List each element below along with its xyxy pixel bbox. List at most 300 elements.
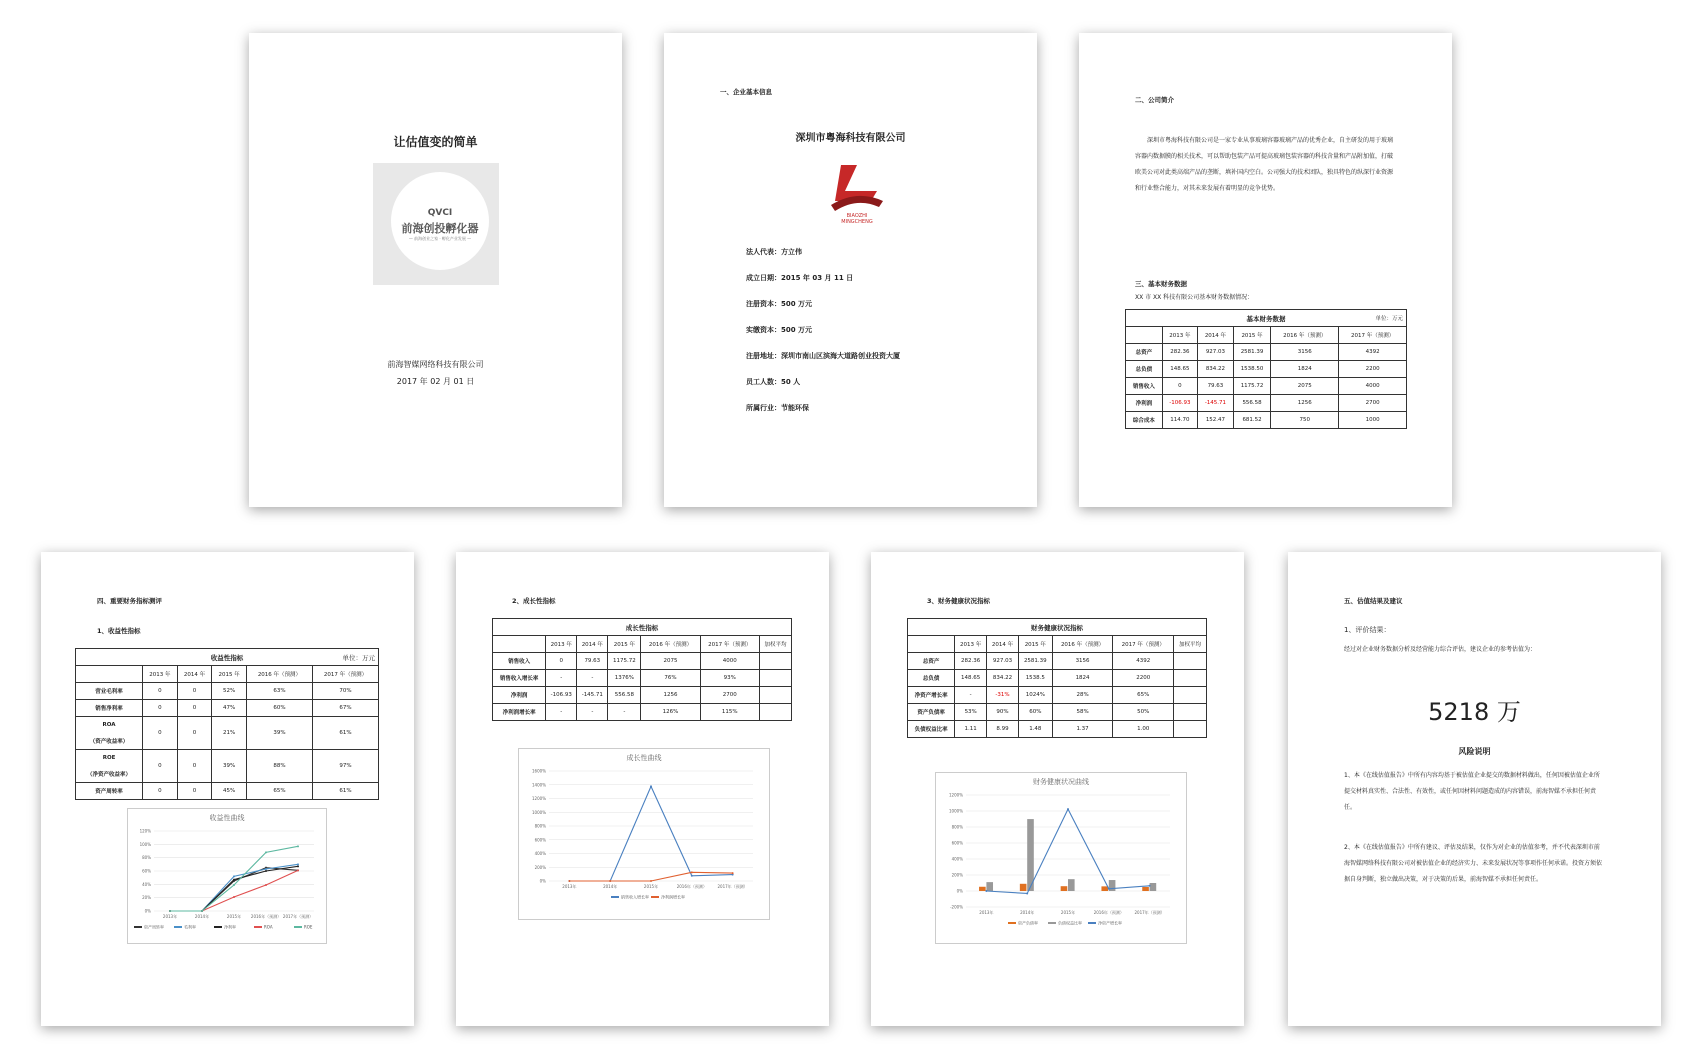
bar (1150, 883, 1157, 891)
chart-title: 财务健康状况曲线 (1033, 778, 1089, 786)
bar (1068, 879, 1075, 891)
growth-table (492, 618, 792, 721)
table-header: 2013 年 (143, 666, 178, 683)
cover-title: 让估值变的简单 (393, 135, 478, 149)
field-paid-capital: 实缴资本：500 万元 (746, 326, 813, 334)
table-header: 2017 年（预测） (1113, 636, 1174, 653)
table-header: 加权平均 (759, 636, 791, 653)
table-cell: 2581.39 (1233, 344, 1271, 361)
table-header: 2014 年 (577, 636, 608, 653)
table-header-row (908, 636, 1207, 653)
table-cell: - (577, 670, 608, 687)
table-cell (1174, 670, 1207, 687)
table-cell: 净利润增长率 (493, 704, 546, 721)
table-cell: 0 (546, 653, 577, 670)
table-cell-negative: -106.93 (1162, 395, 1198, 412)
table-cell: 营业毛利率 (76, 683, 143, 700)
document-page-profitability[interactable] (41, 552, 414, 1026)
bar (1142, 887, 1149, 891)
table-title: 财务健康状况指标 (908, 619, 1207, 636)
table-cell: 3156 (1052, 653, 1113, 670)
table-cell: 4000 (1339, 378, 1407, 395)
table-cell: 1376% (608, 670, 641, 687)
legend-label: 资产周转率 (144, 924, 164, 930)
data-point (265, 868, 267, 870)
table-header (76, 666, 143, 683)
table-cell: 834.22 (1198, 361, 1234, 378)
table-row (1126, 361, 1407, 378)
logo-text-2: MINGCHENG (841, 219, 873, 225)
bar (1109, 880, 1116, 891)
document-page-basic-info[interactable] (664, 33, 1037, 507)
table-cell (1174, 687, 1207, 704)
table-cell: 115% (700, 704, 759, 721)
table-row (493, 704, 792, 721)
table-cell: 1538.50 (1233, 361, 1271, 378)
table-cell: 1024% (1018, 687, 1052, 704)
table-cell: 67% (312, 700, 378, 717)
y-tick-label: 1200% (532, 796, 546, 801)
table-row (1126, 395, 1407, 412)
data-point (650, 785, 652, 787)
table-cell: 综合成本 (1126, 412, 1163, 429)
legend-label: 净利润增长率 (661, 894, 685, 900)
table-cell: 1.37 (1052, 721, 1113, 738)
table-cell: 2200 (1113, 670, 1174, 687)
x-tick-label: 2016年（预测） (1093, 910, 1124, 915)
finance-table-title: 基本财务数据 (1246, 314, 1286, 323)
table-cell: 0 (177, 700, 212, 717)
table-cell: 4000 (700, 653, 759, 670)
table-title: 收益性指标 (210, 653, 244, 662)
x-tick-label: 2013年 (979, 910, 994, 915)
table-cell: 21% (212, 717, 247, 750)
series-line (170, 864, 298, 911)
table-cell: 79.63 (577, 653, 608, 670)
table-cell: 资产负债率 (908, 704, 955, 721)
growth-chart-svg (519, 749, 769, 919)
risk-para-1-text: 1、本《在线估值报告》中所有内容均基于被估值企业提交的数据材料做出，任何因被估值企业所提交材料真实性、合法性、有效性，或任何因材料问题造成的内容错误，前海智媒不承担任何责任。 (1344, 772, 1600, 811)
table-cell: 60% (1018, 704, 1052, 721)
table-header: 2013 年 (546, 636, 577, 653)
table-header: 2014 年 (1198, 327, 1234, 344)
table-header (1126, 327, 1163, 344)
table-row (1126, 344, 1407, 361)
data-point (233, 896, 235, 898)
intro-paragraph: 深圳市粤海科技有限公司是一家专业从事玻璃容器玻璃产品的优秀企业，自主研发的用于玻璃容器内数据膜的相关技术，可以帮助包装产品可提高玻璃包装容器的科技含量和产品附加值，打破欧美公司对此类高端产品的垄断，填补国内空白。公司强大的技术团队，独具特色的纵深行业资源和行业整合能力，对其未来发展有着明显的竞争优势。 (1135, 137, 1394, 192)
risk-para-2-text: 2、本《在线估值报告》中所有建议、评估及结果，仅作为对企业的估值参考，并不代表深圳市前海智媒网络科技有限公司对被估值企业的经济实力、未来发展状况等事项作任何承诺。投资方须依据自身判断，独立做出决策，对于决策的后果，前海智媒不承担任何责任。 (1344, 844, 1603, 883)
profitability-chart-svg (128, 809, 326, 943)
table-cell: 0 (143, 783, 178, 800)
data-point (169, 910, 171, 912)
table-cell: -106.93 (546, 687, 577, 704)
legend-label: 资产负债率 (1018, 920, 1038, 926)
subsection-heading: 1、收益性指标 (97, 627, 141, 635)
y-tick-label: 1600% (532, 768, 546, 774)
table-cell: 销售收入增长率 (493, 670, 546, 687)
table-cell (759, 653, 791, 670)
table-cell: 净资产增长率 (908, 687, 955, 704)
table-cell: 93% (700, 670, 759, 687)
table-cell: 65% (1113, 687, 1174, 704)
table-cell: （净资产收益率） (76, 766, 143, 783)
data-point (650, 880, 652, 882)
series-line (170, 868, 298, 911)
table-cell: 1824 (1271, 361, 1339, 378)
table-row (76, 750, 379, 767)
finance-table-title-cell (1126, 310, 1407, 327)
table-cell: 47% (212, 700, 247, 717)
document-page-cover[interactable] (249, 33, 622, 507)
table-cell: 1256 (1271, 395, 1339, 412)
table-cell: 0 (1162, 378, 1198, 395)
y-tick-label: 400% (534, 851, 546, 856)
health-chart-svg (936, 773, 1186, 943)
table-unit: 单位：万元 (342, 653, 375, 662)
table-cell: 834.22 (987, 670, 1019, 687)
incubator-logo (373, 163, 499, 285)
data-point (691, 871, 693, 873)
table-cell: 50% (1113, 704, 1174, 721)
table-row (908, 704, 1207, 721)
table-header-row (76, 666, 379, 683)
table-cell: 销售净利率 (76, 700, 143, 717)
table-cell: 927.03 (1198, 344, 1234, 361)
table-cell: - (608, 704, 641, 721)
profitability-chart (127, 808, 327, 944)
table-cell: 681.52 (1233, 412, 1271, 429)
section-heading: 五、估值结果及建议 (1344, 597, 1403, 605)
table-cell: 58% (1052, 704, 1113, 721)
x-tick-label: 2014年 (1020, 910, 1035, 915)
table-cell (1174, 704, 1207, 721)
table-cell: 282.36 (1162, 344, 1198, 361)
table-row (493, 670, 792, 687)
x-tick-label: 2017年（预测） (1134, 910, 1165, 915)
table-cell: 556.58 (608, 687, 641, 704)
table-cell: 88% (246, 750, 312, 783)
table-cell: 148.65 (955, 670, 987, 687)
table-cell: 52% (212, 683, 247, 700)
table-cell-negative: -145.71 (1198, 395, 1234, 412)
data-point (265, 884, 267, 886)
table-row (1126, 378, 1407, 395)
table-cell: 2700 (1339, 395, 1407, 412)
bar (1020, 884, 1027, 891)
series-line (569, 872, 732, 881)
table-row (908, 687, 1207, 704)
series-line (569, 786, 732, 881)
legend-label: ROE (304, 924, 313, 930)
x-tick-label: 2017年（预测） (282, 914, 314, 919)
table-cell: 2075 (641, 653, 700, 670)
risk-title: 风险说明 (1458, 747, 1491, 756)
table-row (908, 670, 1207, 687)
table-row (493, 687, 792, 704)
cover-company: 前海智媒网络科技有限公司 (387, 360, 484, 369)
legend-label: ROA (264, 924, 273, 930)
legend-label: 净资产增长率 (1098, 920, 1122, 926)
logo-cn-text: 前海创投孵化器 (401, 222, 479, 235)
health-table (907, 618, 1207, 738)
y-tick-label: 120% (139, 828, 151, 834)
table-cell (759, 670, 791, 687)
data-point (233, 884, 235, 886)
table-cell: 3156 (1271, 344, 1339, 361)
data-point (1026, 892, 1028, 894)
y-tick-label: 600% (951, 840, 963, 846)
table-cell: 1824 (1052, 670, 1113, 687)
table-header-row (1126, 327, 1407, 344)
table-cell: 1000 (1339, 412, 1407, 429)
document-page-profile[interactable] (1079, 33, 1452, 507)
data-point (1108, 888, 1110, 890)
bar (986, 882, 993, 891)
x-tick-label: 2016年（预测） (676, 884, 707, 889)
field-reg-capital: 注册资本：500 万元 (746, 300, 813, 308)
table-cell: 61% (312, 783, 378, 800)
table-cell: 销售收入 (1126, 378, 1163, 395)
table-cell: 97% (312, 750, 378, 783)
finance-table (1125, 309, 1407, 429)
table-header: 2017 年（预测） (312, 666, 378, 683)
table-cell: 4392 (1113, 653, 1174, 670)
table-header: 2017 年（预测） (1339, 327, 1407, 344)
table-header: 2016 年（预测） (1052, 636, 1113, 653)
company-logo-icon (827, 161, 887, 227)
document-page-health[interactable] (871, 552, 1244, 1026)
table-header: 2014 年 (987, 636, 1019, 653)
table-cell: 净利润 (493, 687, 546, 704)
section-heading-profile: 二、公司简介 (1135, 96, 1174, 104)
table-cell: 126% (641, 704, 700, 721)
bar (1101, 886, 1108, 891)
data-point (297, 865, 299, 867)
table-cell: 总负债 (1126, 361, 1163, 378)
table-row (908, 653, 1207, 670)
company-name: 深圳市粤海科技有限公司 (795, 133, 906, 144)
logo-circle (391, 172, 489, 270)
logo-en-text: QVCI (427, 208, 453, 218)
section-heading: 一、企业基本信息 (720, 88, 772, 96)
table-cell: 1.00 (1113, 721, 1174, 738)
x-tick-label: 2017年（预测） (717, 884, 748, 889)
document-page-valuation[interactable] (1288, 552, 1661, 1026)
table-cell: 1538.5 (1018, 670, 1052, 687)
risk-para-2 (1344, 840, 1602, 888)
bar (979, 887, 986, 891)
table-cell (759, 687, 791, 704)
y-tick-label: 0% (956, 888, 963, 894)
table-cell: 0 (177, 717, 212, 750)
data-point (1149, 885, 1151, 887)
y-tick-label: 400% (951, 856, 963, 862)
y-tick-label: 60% (142, 868, 151, 874)
table-cell: 总负债 (908, 670, 955, 687)
field-address: 注册地址：深圳市南山区滨海大道路创业投资大厦 (746, 352, 900, 360)
table-header: 2015 年 (212, 666, 247, 683)
table-cell: 53% (955, 704, 987, 721)
table-cell: 1175.72 (1233, 378, 1271, 395)
table-cell: - (955, 687, 987, 704)
table-row (493, 653, 792, 670)
data-point (297, 863, 299, 865)
table-cell: 2700 (700, 687, 759, 704)
table-cell (759, 704, 791, 721)
table-cell (1174, 721, 1207, 738)
table-cell: （资产收益率） (76, 733, 143, 750)
table-cell: - (546, 704, 577, 721)
valuation-value: 5218 万 (1428, 698, 1521, 726)
table-cell: 2075 (1271, 378, 1339, 395)
table-cell: 0 (177, 683, 212, 700)
data-point (1067, 808, 1069, 810)
table-cell: - (546, 670, 577, 687)
y-tick-label: 0% (144, 908, 151, 914)
logo-sub-text: — 前海创业之家 · 孵化产业发展 — (408, 236, 472, 241)
subsection-heading: 2、成长性指标 (512, 597, 556, 605)
result-desc-text: 经过对企业财务数据分析及经营能力综合评估，建议企业的参考估值为： (1344, 646, 1537, 653)
table-cell: 销售收入 (493, 653, 546, 670)
table-cell: 39% (246, 717, 312, 750)
table-header-row (493, 636, 792, 653)
document-page-growth[interactable] (456, 552, 829, 1026)
table-header: 2016 年（预测） (1271, 327, 1339, 344)
y-tick-label: 200% (951, 872, 963, 878)
table-cell: 927.03 (987, 653, 1019, 670)
table-cell: 1.11 (955, 721, 987, 738)
table-header: 2013 年 (1162, 327, 1198, 344)
result-heading: 1、评价结果： (1344, 626, 1391, 634)
table-cell: 2200 (1339, 361, 1407, 378)
x-tick-label: 2013年 (562, 884, 577, 889)
y-tick-label: 1200% (949, 792, 963, 798)
table-cell: 总资产 (1126, 344, 1163, 361)
field-legal-rep: 法人代表：方立伟 (746, 248, 802, 256)
table-cell: 1.48 (1018, 721, 1052, 738)
table-cell: 2581.39 (1018, 653, 1052, 670)
company-intro (1135, 133, 1397, 197)
table-cell: 0 (177, 783, 212, 800)
table-row (76, 700, 379, 717)
table-cell: 556.58 (1233, 395, 1271, 412)
subsection-heading: 3、财务健康状况指标 (927, 597, 991, 605)
y-tick-label: 100% (139, 841, 151, 847)
profitability-table (75, 648, 379, 800)
table-cell: 净利润 (1126, 395, 1163, 412)
series-line (170, 866, 298, 911)
table-cell: 39% (212, 750, 247, 783)
legend-label: 负债权益比率 (1058, 920, 1082, 926)
data-point (732, 872, 734, 874)
chart-title: 收益性曲线 (209, 814, 245, 822)
y-tick-label: 200% (534, 864, 546, 870)
table-header: 2013 年 (955, 636, 987, 653)
legend-label: 销售收入增长率 (621, 894, 649, 900)
finance-table-unit: 单位：万元 (1375, 315, 1403, 322)
table-header: 2017 年（预测） (700, 636, 759, 653)
x-tick-label: 2015年 (226, 914, 242, 919)
risk-para-1 (1344, 768, 1602, 816)
table-cell: 8.99 (987, 721, 1019, 738)
data-point (568, 880, 570, 882)
growth-chart (518, 748, 770, 920)
table-header (908, 636, 955, 653)
table-cell-negative: -31% (987, 687, 1019, 704)
table-header: 加权平均 (1174, 636, 1207, 653)
y-tick-label: 1000% (532, 809, 546, 815)
bar (1027, 819, 1034, 891)
section-heading: 四、重要财务指标测评 (97, 597, 162, 605)
table-cell: 1175.72 (608, 653, 641, 670)
table-cell: 28% (1052, 687, 1113, 704)
table-cell: 152.47 (1198, 412, 1234, 429)
table-header (493, 636, 546, 653)
table-cell: 63% (246, 683, 312, 700)
field-industry: 所属行业：节能环保 (746, 404, 809, 412)
table-cell: 60% (246, 700, 312, 717)
table-cell: 76% (641, 670, 700, 687)
data-point (233, 879, 235, 881)
x-tick-label: 2013年 (162, 914, 178, 919)
table-title-cell (76, 649, 379, 666)
table-header: 2015 年 (1233, 327, 1271, 344)
table-cell: 90% (987, 704, 1019, 721)
section-heading-finance: 三、基本财务数据 (1135, 280, 1187, 288)
table-cell: 114.70 (1162, 412, 1198, 429)
data-point (233, 875, 235, 877)
data-point (985, 890, 987, 892)
y-tick-label: 80% (142, 855, 151, 861)
table-cell: ROE (76, 750, 143, 767)
y-tick-label: 800% (951, 824, 963, 830)
legend-label: 毛利率 (184, 924, 196, 930)
data-point (691, 875, 693, 877)
chart-title: 成长性曲线 (626, 754, 662, 762)
table-header: 2015 年 (1018, 636, 1052, 653)
table-cell: 79.63 (1198, 378, 1234, 395)
data-point (609, 880, 611, 882)
table-cell: 0 (143, 700, 178, 717)
table-cell: 0 (177, 750, 212, 783)
bar (1061, 886, 1068, 891)
data-point (297, 845, 299, 847)
table-cell: 45% (212, 783, 247, 800)
x-tick-label: 2014年 (194, 914, 210, 919)
table-cell: 总资产 (908, 653, 955, 670)
data-point (201, 910, 203, 912)
y-tick-label: 0% (539, 878, 546, 884)
table-cell (1174, 653, 1207, 670)
table-cell: 148.65 (1162, 361, 1198, 378)
table-cell: ROA (76, 717, 143, 734)
logo-text-1: BIAOZHI (846, 213, 868, 219)
table-cell: 负债权益比率 (908, 721, 955, 738)
table-row (908, 721, 1207, 738)
legend-label: 净利率 (224, 924, 236, 930)
table-row (76, 783, 379, 800)
data-point (265, 870, 267, 872)
table-cell: 0 (143, 683, 178, 700)
health-chart (935, 772, 1187, 944)
field-employees: 员工人数：50 人 (746, 378, 801, 386)
table-row (76, 683, 379, 700)
table-cell: 资产周转率 (76, 783, 143, 800)
table-title: 成长性指标 (493, 619, 792, 636)
table-header: 2016 年（预测） (641, 636, 700, 653)
table-cell: -145.71 (577, 687, 608, 704)
y-tick-label: 1000% (949, 808, 963, 814)
